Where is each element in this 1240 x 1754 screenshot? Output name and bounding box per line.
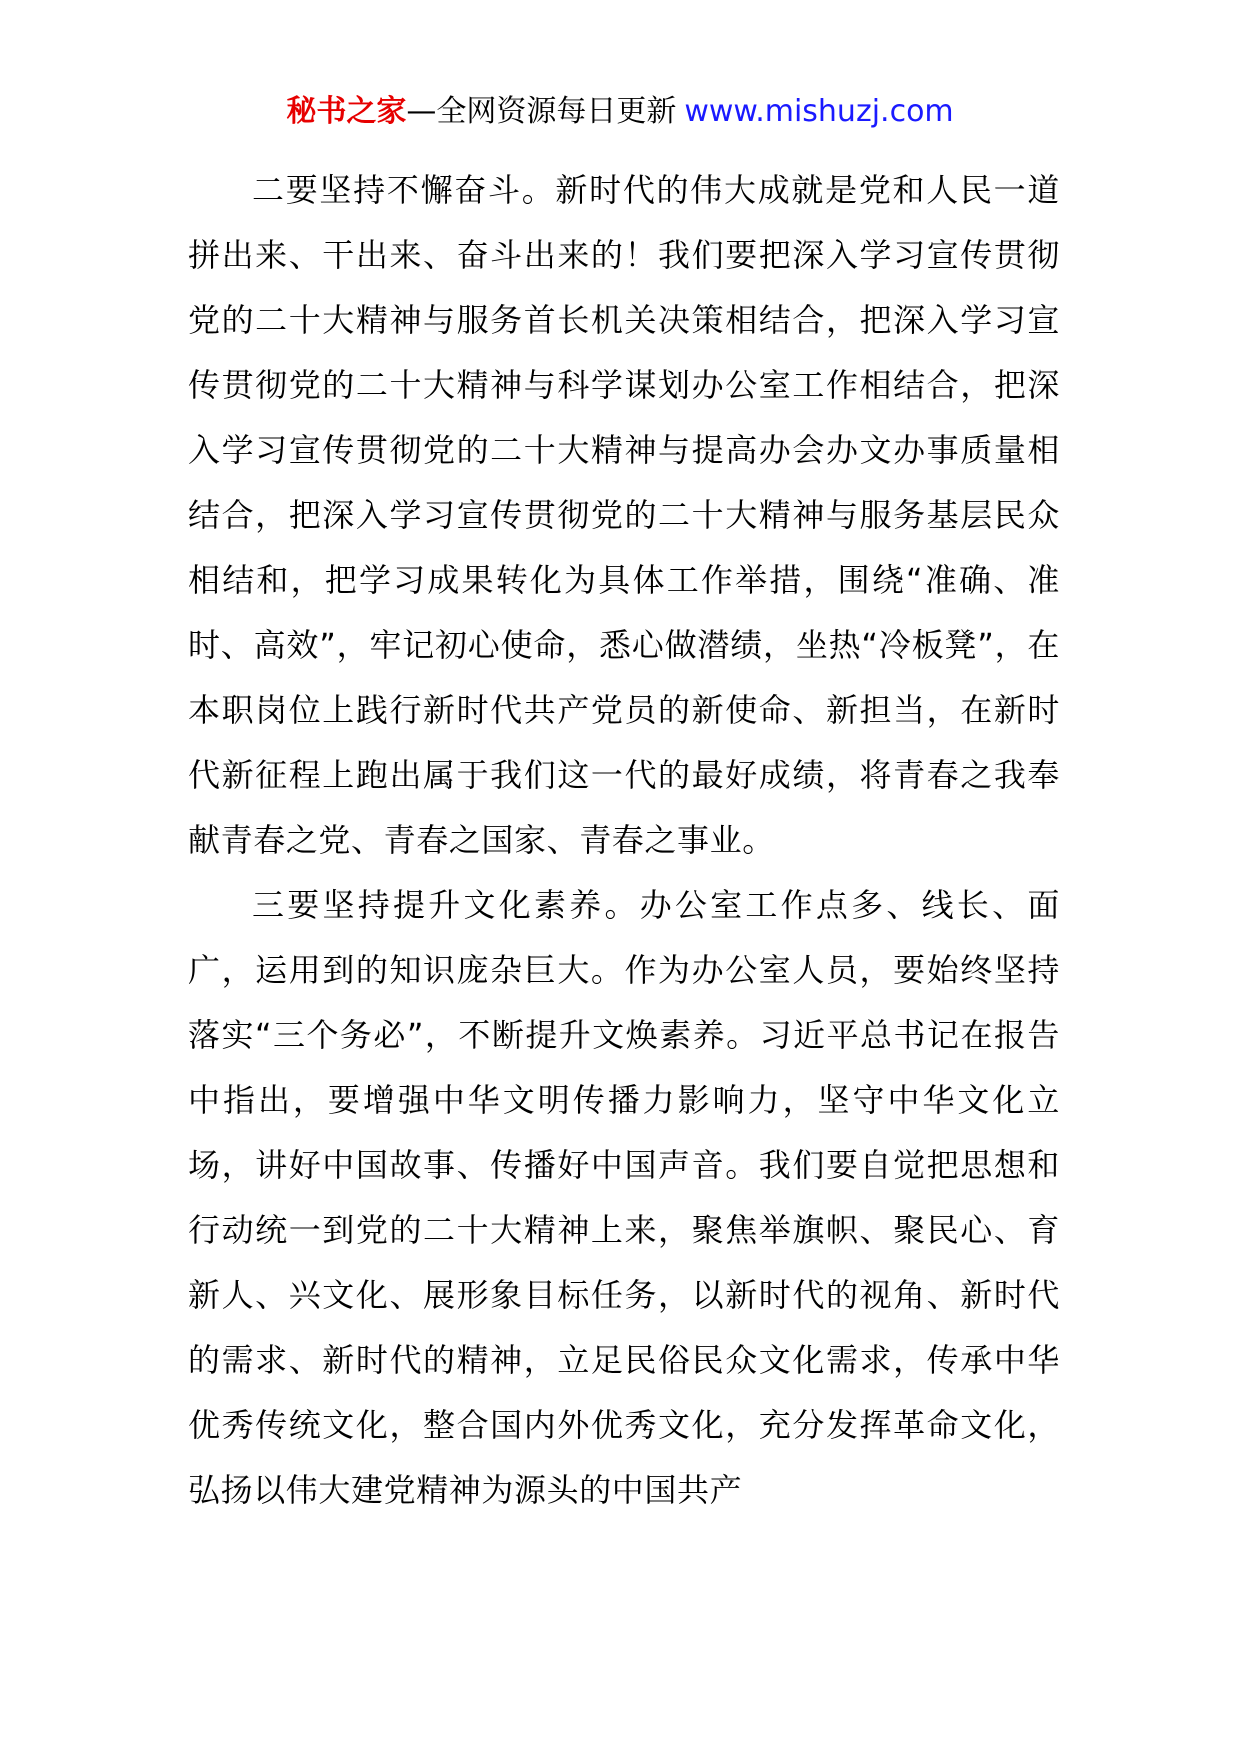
site-url-link[interactable]: www.mishuzj.com bbox=[684, 94, 954, 129]
paragraph-persistent-struggle: 二要坚持不懈奋斗。新时代的伟大成就是党和人民一道拼出来、干出来、奋斗出来的！我们要把深入学习宣传贯彻党的二十大精神与服务首长机关决策相结合，把深入学习宣传贯彻党的二十大精神与科学谋划办公室工作相结合，把深入学习宣传贯彻党的二十大精神与提高办会办文办事质量相结合，把深入学习宣传贯彻党的二十大精神与服务基层民众相结和，把学习成果转化为具体工作举措，围绕“准确、准时、高效”，牢记初心使命，悉心做潜绩，坐热“冷板凳”，在本职岗位上践行新时代共产党员的新使命、新担当，在新时代新征程上跑出属于我们这一代的最好成绩，将青春之我奉献青春之党、青春之国家、青春之事业。 bbox=[188, 171, 1060, 859]
paragraph-cultural-literacy: 三要坚持提升文化素养。办公室工作点多、线长、面广，运用到的知识庞杂巨大。作为办公室人员，要始终坚持落实“三个务必”，不断提升文焕素养。习近平总书记在报告中指出，要增强中华文明传播力影响力，坚守中华文化立场，讲好中国故事、传播好中国声音。我们要自觉把思想和行动统一到党的二十大精神上来，聚焦举旗帜、聚民心、育新人、兴文化、展形象目标任务，以新时代的视角、新时代的需求、新时代的精神，立足民俗民众文化需求，传承中华优秀传统文化，整合国内外优秀文化，充分发挥革命文化，弘扬以伟大建党精神为源头的中国共产 bbox=[188, 886, 1060, 1509]
watermark-header bbox=[0, 92, 1240, 132]
brand-name: 秘书之家 bbox=[286, 94, 407, 129]
header-tagline: —全网资源每日更新 bbox=[406, 94, 677, 129]
document-body bbox=[188, 158, 1060, 1523]
